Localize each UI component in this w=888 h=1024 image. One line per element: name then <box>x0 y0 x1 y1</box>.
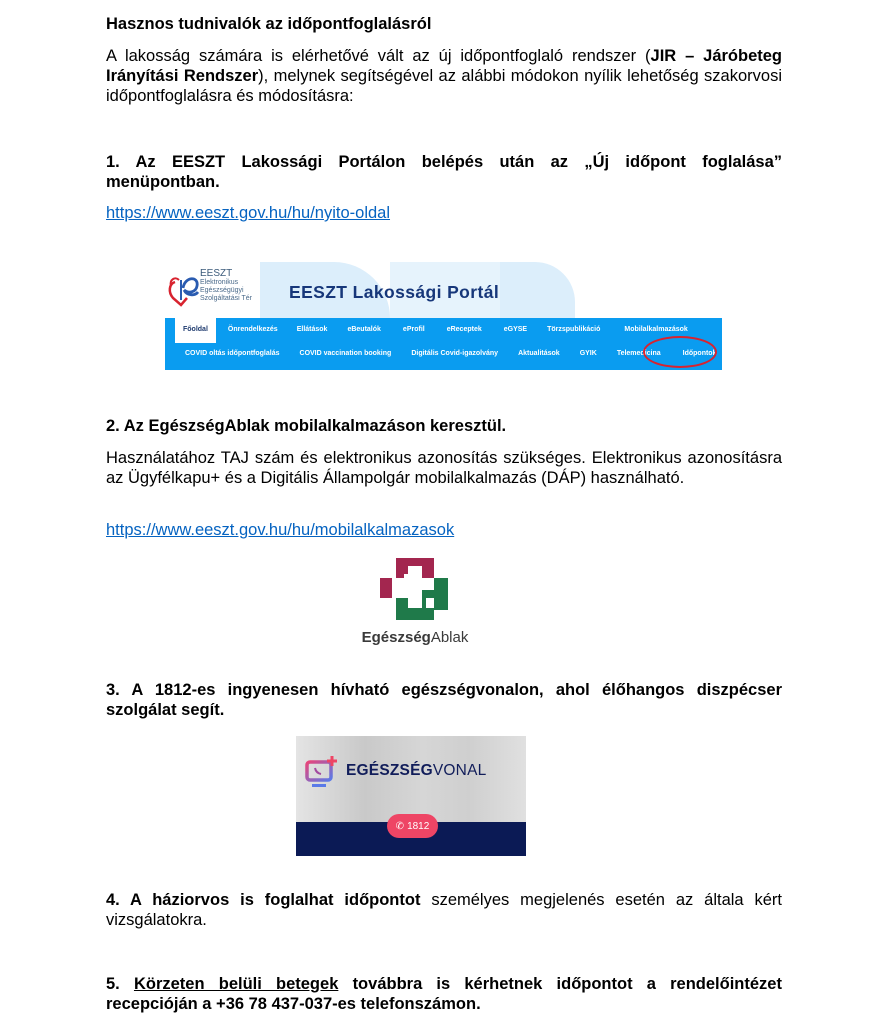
item1-title: 1. Az EESZT Lakossági Portálon belépés után az „Új időpont foglalása” menüpontban. <box>106 153 782 191</box>
egeszsegablak-logo <box>350 556 480 650</box>
phone-number: 1812 <box>407 820 430 832</box>
item4-paragraph <box>106 890 782 930</box>
eeszt-logo-sub: Elektronikus <box>200 279 239 286</box>
egeszsegvonal-light: VONAL <box>432 762 487 779</box>
eeszt-logo-text <box>200 268 252 303</box>
nav-item-ereceptek[interactable]: eReceptek <box>446 325 482 333</box>
nav-item-eprofil[interactable]: eProfil <box>402 325 425 333</box>
item2-link[interactable]: https://www.eeszt.gov.hu/hu/mobilalkalmazasok <box>106 521 455 539</box>
intro-pre: A lakosság számára is elérhetővé vált az új időpontfoglaló rendszer ( <box>106 47 651 65</box>
item5-paragraph <box>106 974 782 1014</box>
tv-phone-icon <box>304 754 344 794</box>
nav-item-covid-vaccination[interactable]: COVID vaccination booking <box>299 349 392 357</box>
egeszsegvonal-banner <box>296 736 526 856</box>
egeszsegablak-cross-icon <box>350 556 480 626</box>
nav-item-ebeutalok[interactable]: eBeutalók <box>347 325 381 333</box>
nav-item-gyik[interactable]: GYIK <box>579 349 597 357</box>
eeszt-logo-icon <box>167 270 201 308</box>
page-heading: Hasznos tudnivalók az időpontfoglalásról <box>106 15 432 33</box>
nav-item-fooldal[interactable]: Főoldal <box>175 317 216 343</box>
intro-bold: JIR – Járóbeteg Irányítási Rendszer <box>106 47 782 85</box>
phone-icon: ✆ <box>395 820 405 832</box>
highlight-ellipse <box>643 336 717 368</box>
item5-rest: továbbra is kérhetnek időpontot a rendelőintézet recepcióján a +36 78 437-037-es telefonszámon. <box>106 975 782 1013</box>
nav-item-onrendelkezes[interactable]: Önrendelkezés <box>227 325 278 333</box>
nav-item-mobilalkalmazasok[interactable]: Mobilalkalmazások <box>624 325 688 333</box>
nav-item-egyse[interactable]: eGYSE <box>503 325 528 333</box>
item3-title: 3. A 1812-es ingyenesen hívható egészségvonalon, ahol élőhangos diszpécser szolgálat segít. <box>106 681 782 719</box>
egeszsegvonal-wordmark <box>346 762 486 780</box>
nav-item-covid-oltas[interactable]: COVID oltás időpontfoglalás <box>185 349 280 357</box>
nav-item-telemedicina[interactable]: Telemedicina <box>616 349 661 357</box>
item5-underlined: Körzeten belüli betegek <box>133 975 339 993</box>
nav-item-idopontok[interactable]: Időpontok <box>682 349 717 357</box>
nav-item-torzspublikacio[interactable]: Törzspublikáció <box>547 325 601 333</box>
call-1812-button[interactable] <box>387 814 438 838</box>
egeszsegablak-light: Ablak <box>430 629 469 646</box>
item2-body: Használatához TAJ szám és elektronikus azonosítás szükséges. Elektronikus azonosításra az Ügyfélkapu+ és a Digitális Állampolgár mobilalkalmazás (DÁP) használható. <box>106 449 782 487</box>
nav-item-digitalis-covid[interactable]: Digitális Covid-igazolvány <box>411 349 499 357</box>
egeszsegablak-wordmark <box>350 629 480 646</box>
eeszt-logo-sub: Szolgáltatási Tér <box>200 295 253 302</box>
intro-paragraph <box>106 46 782 106</box>
item5-num: 5. <box>106 975 134 993</box>
eeszt-nav-row-1 <box>175 317 688 341</box>
item4-rest: személyes megjelenés esetén az általa kért vizsgálatokra. <box>106 891 782 929</box>
nav-item-ellatasok[interactable]: Ellátások <box>296 325 328 333</box>
item2-title: 2. Az EgészségAblak mobilalkalmazáson keresztül. <box>106 417 507 435</box>
eeszt-portal-title: EESZT Lakossági Portál <box>289 282 500 302</box>
nav-item-aktualitasok[interactable]: Aktualitások <box>518 349 560 357</box>
eeszt-logo-sub: Egészségügyi <box>200 287 244 294</box>
banner-swoosh <box>500 262 575 318</box>
item4-bold: 4. A háziorvos is foglalhat időpontot <box>106 891 421 909</box>
intro-post: ), melynek segítségével az alábbi módokon nyílik lehetőség szakorvosi időpontfoglalásra és módosításra: <box>106 67 782 105</box>
item1-link-wrap <box>106 203 782 223</box>
item1-link[interactable]: https://www.eeszt.gov.hu/hu/nyito-oldal <box>106 204 391 222</box>
egeszsegablak-bold: Egészség <box>361 629 431 646</box>
item2-link-wrap <box>106 520 782 540</box>
egeszsegvonal-bold: EGÉSZSÉG <box>346 762 433 779</box>
eeszt-portal-banner <box>165 262 722 370</box>
eeszt-logo-name: EESZT <box>200 268 233 279</box>
eeszt-nav-row-2 <box>185 341 716 365</box>
